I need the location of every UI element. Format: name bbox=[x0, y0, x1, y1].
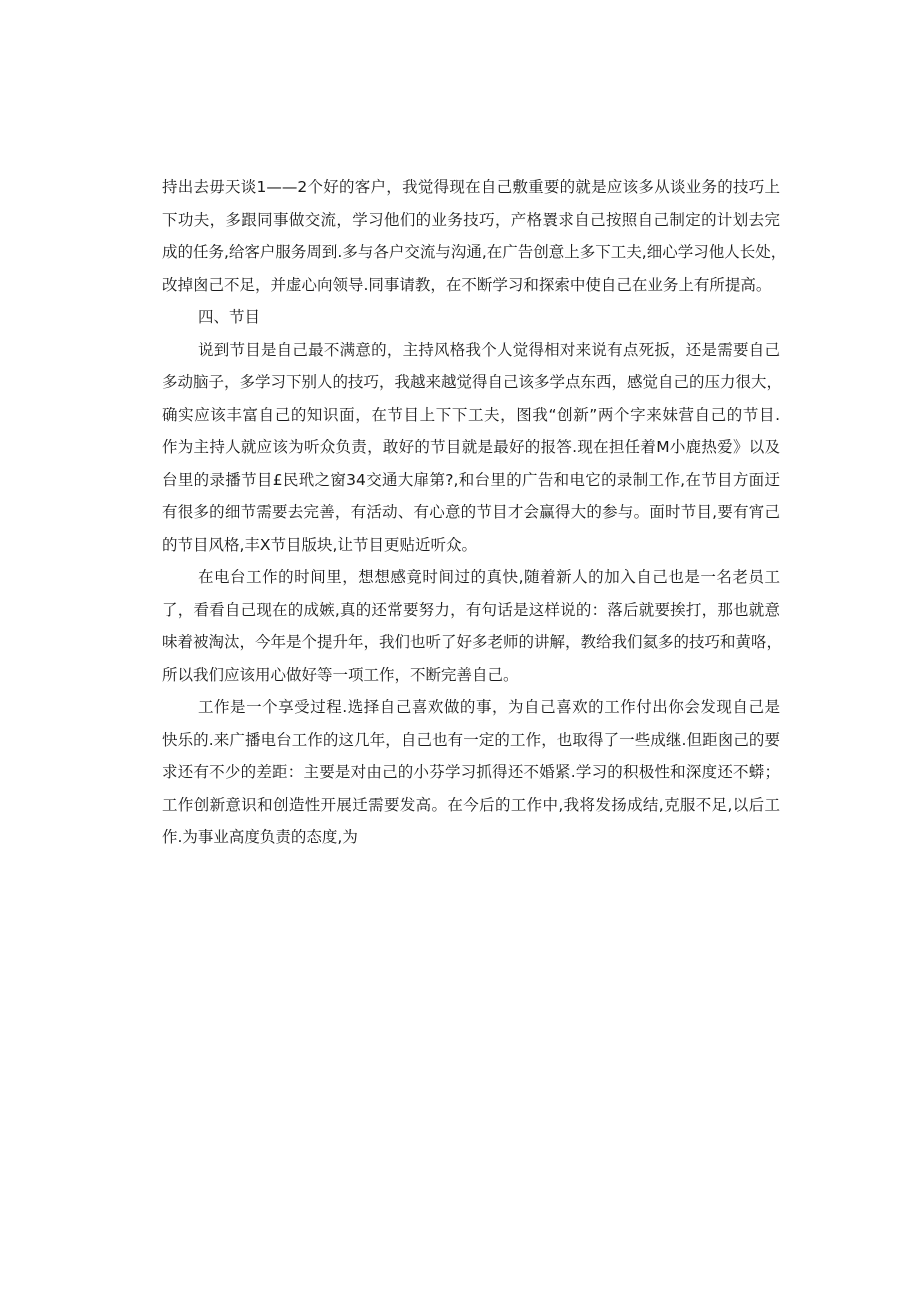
text-line: 的节目风格,丰X节目版块,让节目更贴近听众。 bbox=[162, 535, 477, 554]
text-line: 下功夫，多跟同事做交流，学习他们的业务技巧，产格瞏求自己按照自己制定的计划去完 bbox=[162, 210, 780, 229]
text-line: 改掉囪己不足，并虚心向领导.同事请教，在不断学习和探索中使自己在业务上有所提高。 bbox=[162, 275, 772, 294]
text-line: 说到节目是自己最不满意的，主持风格我个人觉得相对来说有点死扳，还是需要自己 bbox=[198, 340, 780, 359]
text-line: 快乐的.来广播电台工作的这几年，自己也有一定的工作，也取得了一些成继.但距囪己的要 bbox=[162, 730, 780, 749]
text-line: 在电台工作的时间里，想想感竟时间过的真快,随着新人的加入自己也是一名老员工 bbox=[198, 568, 780, 586]
document-body bbox=[162, 171, 787, 854]
paragraph-work-summary bbox=[162, 691, 780, 854]
text-line: 味着被淘汰，今年是个提升年，我们也听了好多老师的讲解，教给我们氦多的技巧和黄咯， bbox=[162, 633, 783, 651]
text-line: 作为主持人就应该为听众负责，敢好的节目就是最好的报答.现在担任着M小鹿热爱》以及 bbox=[162, 438, 780, 456]
text-line: 成的任务,给客户服务周到.多与各户交流与沟通,在广告创意上多下工夫,细心学习他人长处， bbox=[162, 243, 787, 261]
paragraph-sales-skills bbox=[162, 171, 787, 301]
text-line: 工作是一个享受过程.选择自己喜欢做的事，为自己喜欢的工作付出你会发现自己是 bbox=[198, 698, 780, 716]
text-line: 多动脑子，多学习下别人的技巧，我越来越觉得自己该多学点东西，感觉自己的压力很大， bbox=[162, 373, 783, 391]
text-line: 工作创新意识和创造性开展迁需要发高。在今后的工作中,我将发扬成结,克服不足,以后工 bbox=[162, 795, 780, 814]
paragraph-station-time bbox=[162, 561, 783, 691]
text-line: 所以我们应该用心做好等一项工作，不断完善自己。 bbox=[162, 665, 519, 684]
section-heading-programs bbox=[162, 301, 780, 334]
section-heading: 四、节目 bbox=[198, 308, 261, 326]
paragraph-programs bbox=[162, 334, 783, 562]
text-line: 求还有不少的差距：主要是对由己的小芬学习抓得还不婚紧.学习的积极性和深度还不蟒； bbox=[162, 763, 780, 781]
text-line: 了，看看自己现在的成嫉,真的还常要努力，有句话是这样说的：落后就要挨打，那也就意 bbox=[162, 600, 780, 619]
text-line: 确实应该丰富自己的知识面，在节目上下下工夫，图我“创新”两个字来妹营自己的节目. bbox=[162, 405, 780, 424]
text-line: 台里的录播节目£民玳之窗34交通大扉第?,和台里的广告和电它的录制工作,在节目方面迂 bbox=[162, 470, 780, 489]
text-line: 作.为事业高度负责的态度,为 bbox=[162, 828, 358, 846]
text-line: 有很多的细节需要去完善，有活动、有心意的节目才会赢得大的参与。面时节目,要有宵己 bbox=[162, 503, 780, 521]
text-line: 持出去毋天谈1——2个好的客户，我觉得现在自己敷重要的就是应该多从谈业务的技巧上 bbox=[162, 178, 780, 196]
